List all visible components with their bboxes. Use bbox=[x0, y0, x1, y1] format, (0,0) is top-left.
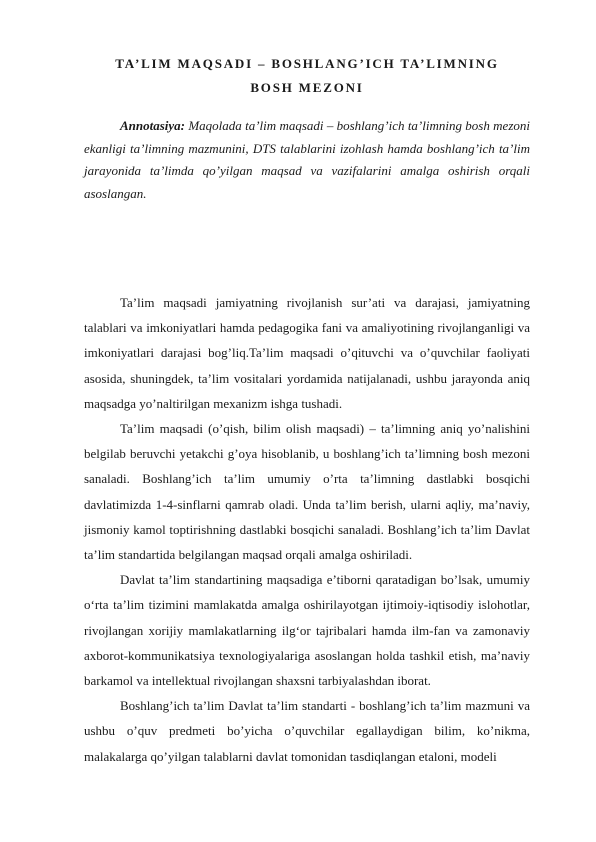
paragraph-2: Ta’lim maqsadi (o’qish, bilim olish maqsadi) – ta’limning aniq yo’nalishini belgilab beruvchi yetakchi g’oya hisoblanib, u boshlang’ich ta’limning bosh mezoni sanaladi. Boshlang’ich ta’lim umumiy o’rta ta’limning dastlabki bosqichi davlatimizda 1-4-sinflarni qamrab oladi. Unda ta’lim berish, ularni aqliy, ma’naviy, jismoniy kamol toptirishning dastlabki bosqichi sanaladi. Boshlang’ich ta’lim Davlat ta’lim standartida belgilangan maqsad orqali amalga oshiriladi. bbox=[84, 421, 530, 563]
abstract-label: Annotasiya: bbox=[120, 118, 186, 133]
abstract-text: Maqolada ta’lim maqsadi – boshlang’ich ta’limning bosh mezoni ekanligi ta’limning mazmunini, DTS talablarini izohlash hamda boshlang’ich ta’lim jarayonida ta’limda qo’yilgan maqsad va vazifalarini amalga oshirish orqali asoslangan. bbox=[84, 118, 530, 201]
paragraph-1: Ta’lim maqsadi jamiyatning rivojlanish sur’ati va darajasi, jamiyatning talablari va imkoniyatlari hamda pedagogika fani va amaliyotining rivojlanganligi va imkoniyatlari darajasi bog’liq.Ta’lim maqsadi o’qituvchi va o’quvchilar faoliyati asosida, shuningdek, ta’lim vositalari yordamida natijalanadi, ushbu jarayonda aniq maqsadga yo’naltirilgan mexanizm ishga tushadi. bbox=[84, 295, 530, 411]
body-text bbox=[84, 290, 530, 769]
title-line-1: TA’LIM MAQSADI – BOSHLANG’ICH TA’LIMNING bbox=[115, 56, 499, 71]
title-line-2: BOSH MEZONI bbox=[250, 80, 364, 95]
paragraph-4: Boshlang’ich ta’lim Davlat ta’lim standarti - boshlang’ich ta’lim mazmuni va ushbu o’quv predmeti bo’yicha o’quvchilar egallaydigan bilim, ko’nikma, malakalarga qo’yilgan talablarni davlat tomonidan tasdiqlangan etaloni, modeli bbox=[84, 698, 530, 764]
abstract bbox=[84, 115, 530, 205]
paragraph-3: Davlat ta’lim standartining maqsadiga e’tiborni qaratadigan bo’lsak, umumiy o‘rta ta’lim tizimini mamlakatda amalga oshirilayotgan ijtimoiy-iqtisodiy islohotlar, rivojlangan xorijiy mamlakatlarning ilg‘or tajribalari hamda ilm-fan va zamonaviy axborot-kommunikatsiya texnologiyalariga asoslangan holda tashkil etish, ma’naviy barkamol va intellektual rivojlangan shaxsni tarbiyalashdan iborat. bbox=[84, 572, 530, 689]
